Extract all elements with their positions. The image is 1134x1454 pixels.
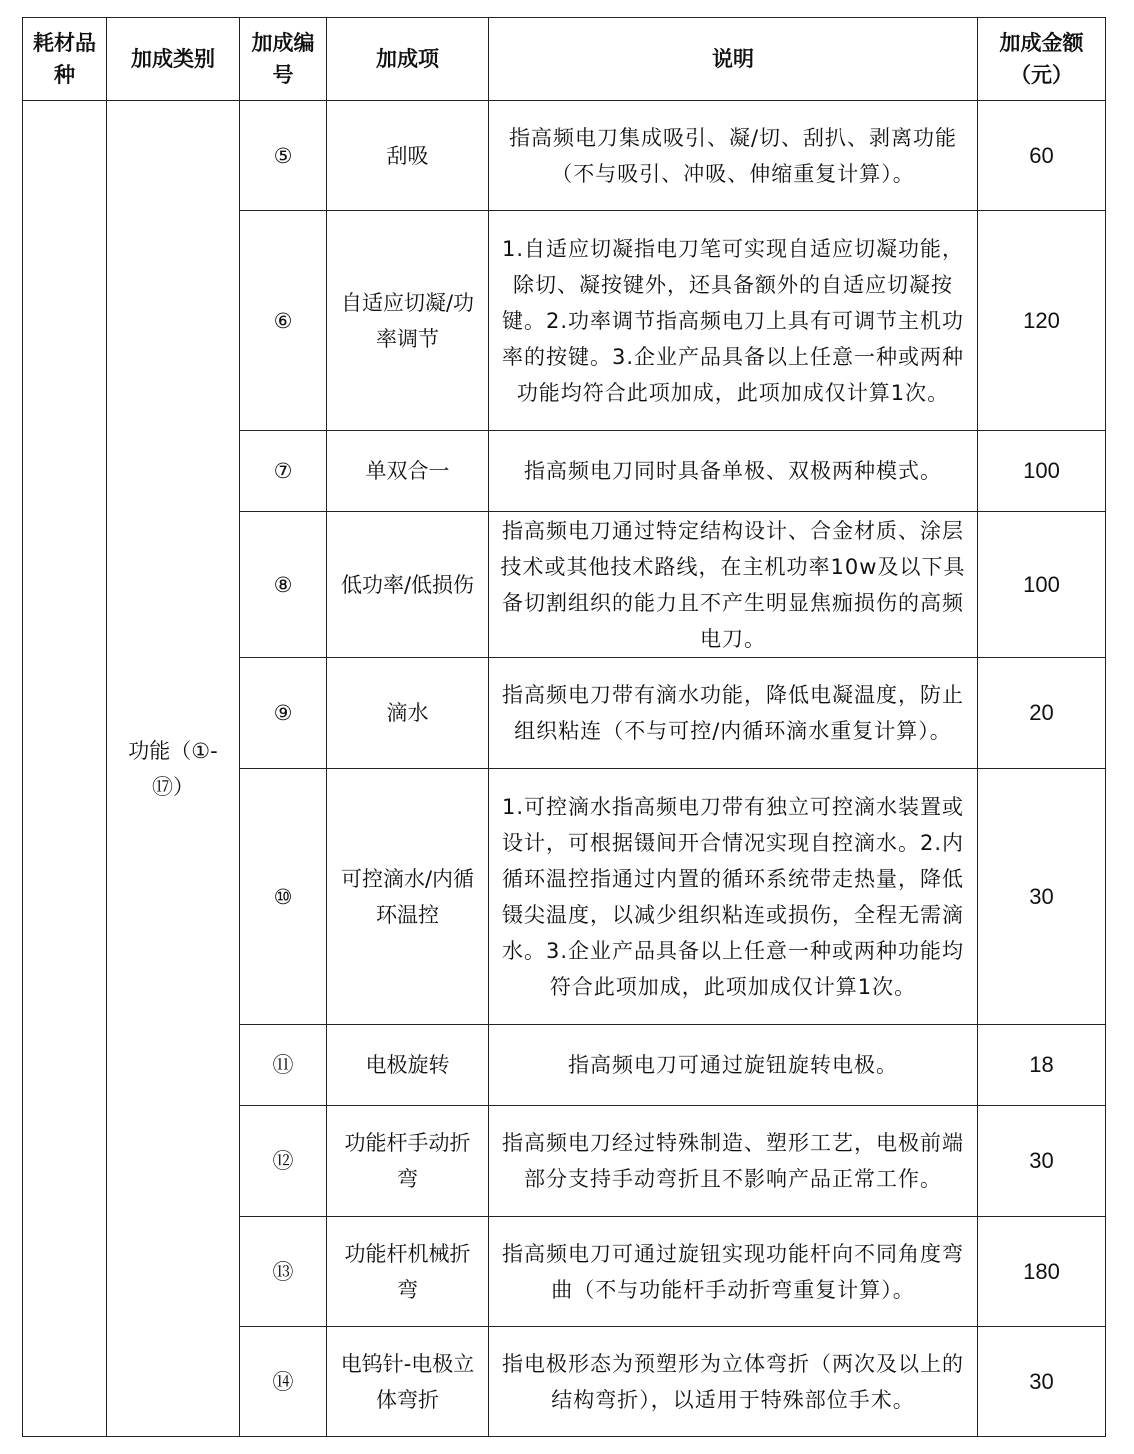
row-number: ⑥ bbox=[240, 211, 327, 431]
header-bonus-number: 加成编号 bbox=[240, 18, 327, 101]
row-description: 指电极形态为预塑形为立体弯折（两次及以上的结构弯折），以适用于特殊部位手术。 bbox=[489, 1327, 978, 1437]
row-description: 指高频电刀通过特定结构设计、合金材质、涂层技术或其他技术路线，在主机功率10w及以下具备切割组织的能力且不产生明显焦痂损伤的高频电刀。 bbox=[489, 512, 978, 658]
row-number: ⑨ bbox=[240, 658, 327, 769]
header-amount: 加成金额（元） bbox=[978, 18, 1106, 101]
header-category: 加成类别 bbox=[107, 18, 240, 101]
row-item: 低功率/低损伤 bbox=[327, 512, 489, 658]
header-description: 说明 bbox=[489, 18, 978, 101]
row-number: ⑧ bbox=[240, 512, 327, 658]
row-item: 刮吸 bbox=[327, 101, 489, 211]
row-number: ⑤ bbox=[240, 101, 327, 211]
row-number: ⑭ bbox=[240, 1327, 327, 1437]
row-item: 滴水 bbox=[327, 658, 489, 769]
consumable-type-cell bbox=[23, 101, 107, 1437]
row-amount: 30 bbox=[978, 1106, 1106, 1217]
header-bonus-item: 加成项 bbox=[327, 18, 489, 101]
pricing-table bbox=[22, 17, 1106, 1437]
row-number: ⑬ bbox=[240, 1217, 327, 1327]
row-description: 指高频电刀经过特殊制造、塑形工艺，电极前端部分支持手动弯折且不影响产品正常工作。 bbox=[489, 1106, 978, 1217]
row-amount: 180 bbox=[978, 1217, 1106, 1327]
row-amount: 120 bbox=[978, 211, 1106, 431]
header-consumable-type: 耗材品种 bbox=[23, 18, 107, 101]
category-cell: 功能（①-⑰） bbox=[107, 101, 240, 1437]
row-number: ⑫ bbox=[240, 1106, 327, 1217]
row-amount: 20 bbox=[978, 658, 1106, 769]
row-description: 1.自适应切凝指电刀笔可实现自适应切凝功能，除切、凝按键外，还具备额外的自适应切凝按键。2.功率调节指高频电刀上具有可调节主机功率的按键。3.企业产品具备以上任意一种或两种功能均符合此项加成，此项加成仅计算1次。 bbox=[489, 211, 978, 431]
row-item: 自适应切凝/功率调节 bbox=[327, 211, 489, 431]
row-description: 指高频电刀可通过旋钮旋转电极。 bbox=[489, 1025, 978, 1106]
row-amount: 30 bbox=[978, 1327, 1106, 1437]
row-description: 1.可控滴水指高频电刀带有独立可控滴水装置或设计，可根据镊间开合情况实现自控滴水。2.内循环温控指通过内置的循环系统带走热量，降低镊尖温度，以减少组织粘连或损伤，全程无需滴水。3.企业产品具备以上任意一种或两种功能均符合此项加成，此项加成仅计算1次。 bbox=[489, 769, 978, 1025]
row-number: ⑦ bbox=[240, 431, 327, 512]
row-amount: 18 bbox=[978, 1025, 1106, 1106]
row-item: 功能杆机械折弯 bbox=[327, 1217, 489, 1327]
row-description: 指高频电刀集成吸引、凝/切、刮扒、剥离功能（不与吸引、冲吸、伸缩重复计算）。 bbox=[489, 101, 978, 211]
row-amount: 30 bbox=[978, 769, 1106, 1025]
header-row bbox=[23, 18, 1106, 101]
row-number: ⑪ bbox=[240, 1025, 327, 1106]
row-item: 功能杆手动折弯 bbox=[327, 1106, 489, 1217]
table-row bbox=[23, 101, 1106, 211]
row-description: 指高频电刀带有滴水功能，降低电凝温度，防止组织粘连（不与可控/内循环滴水重复计算）。 bbox=[489, 658, 978, 769]
row-item: 电钨针-电极立体弯折 bbox=[327, 1327, 489, 1437]
row-description: 指高频电刀可通过旋钮实现功能杆向不同角度弯曲（不与功能杆手动折弯重复计算）。 bbox=[489, 1217, 978, 1327]
row-amount: 60 bbox=[978, 101, 1106, 211]
row-number: ⑩ bbox=[240, 769, 327, 1025]
row-amount: 100 bbox=[978, 512, 1106, 658]
row-item: 单双合一 bbox=[327, 431, 489, 512]
row-item: 可控滴水/内循环温控 bbox=[327, 769, 489, 1025]
row-description: 指高频电刀同时具备单极、双极两种模式。 bbox=[489, 431, 978, 512]
row-item: 电极旋转 bbox=[327, 1025, 489, 1106]
row-amount: 100 bbox=[978, 431, 1106, 512]
